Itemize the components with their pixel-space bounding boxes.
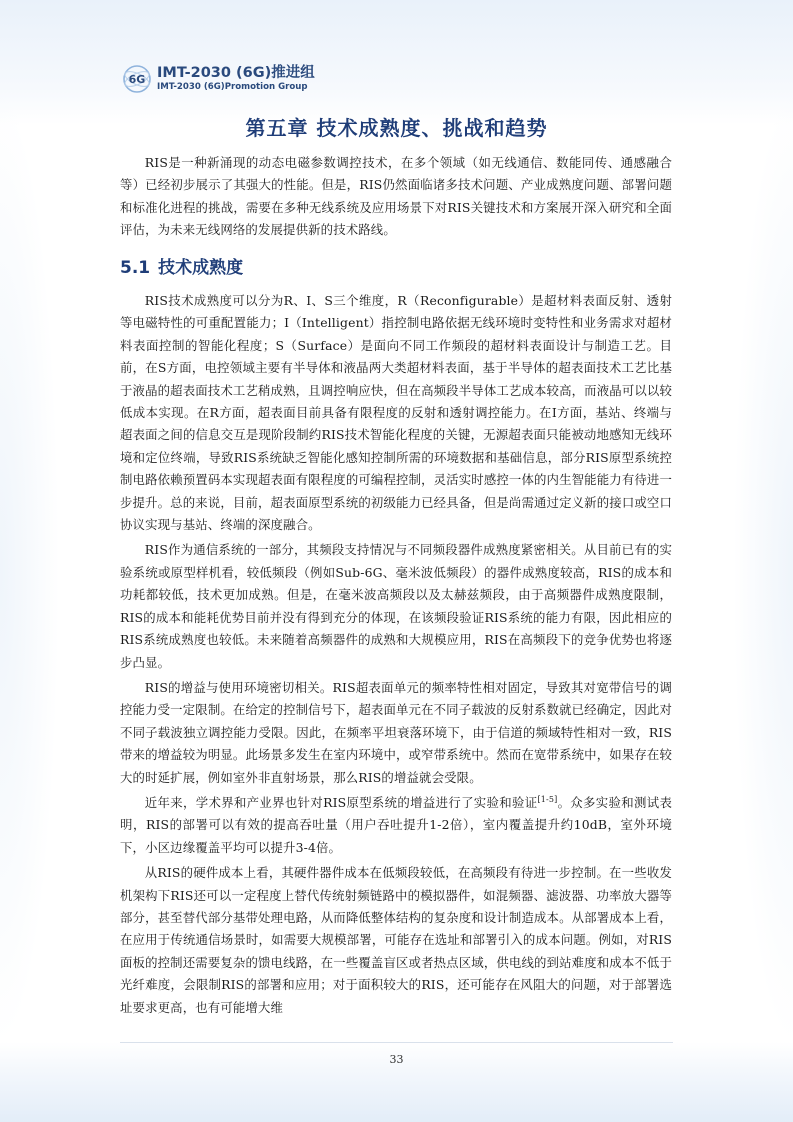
footer-divider bbox=[120, 1042, 673, 1043]
intro-paragraph: RIS是一种新涌现的动态电磁参数调控技术，在多个领域（如无线通信、数能同传、通感融合等）已经初步展示了其强大的性能。但是，RIS仍然面临诸多技术问题、产业成熟度问题、部署问题和标准化进程的挑战，需要在多种无线系统及应用场景下对RIS关键技术和方案展开深入研究和全面评估，为未来无线网络的发展提供新的技术路线。 bbox=[120, 155, 672, 238]
logo-text bbox=[157, 65, 315, 93]
6g-globe-logo-icon bbox=[122, 64, 152, 94]
section-body bbox=[120, 290, 672, 1022]
section-heading bbox=[120, 253, 243, 278]
body-paragraph: 从RIS的硬件成本上看，其硬件器件成本在低频段较低，在高频段有待进一步控制。在一些收发机架构下RIS还可以一定程度上替代传统射频链路中的模拟器件，如混频器、滤波器、功率放大器等部分，甚至替代部分基带处理电路，从而降低整体结构的复杂度和设计制造成本。从部署成本上看，在应用于传统通信场景时，如需要大规模部署，可能存在选址和部署引入的成本问题。例如，对RIS面板的控制还需要复杂的馈电线路，在一些覆盖盲区或者热点区域，供电线的到站难度和成本不低于光纤难度，会限制RIS的部署和应用；对于面积较大的RIS，还可能存在风阻大的问题，对于部署选址要求更高，也有可能增大维 bbox=[120, 865, 672, 1015]
logo-main-text: IMT-2030 (6G)推进组 bbox=[157, 65, 315, 81]
paragraph-text: 近年来，学术界和产业界也针对RIS原型系统的增益进行了实验和验证 bbox=[144, 794, 538, 810]
chapter-title: 第五章 技术成熟度、挑战和趋势 bbox=[245, 116, 548, 140]
body-paragraph: RIS的增益与使用环境密切相关。RIS超表面单元的频率特性相对固定，导致其对宽带信号的调控能力受一定限制。在给定的控制信号下，超表面单元在不同子载波的反射系数就已经确定，因此对不同子载波独立调控能力受限。因此，在频率平坦衰落环境下，由于信道的频域特性相对一致，RIS带来的增益较为明显。此场景多发生在室内环境中，或窄带系统中。然而在宽带系统中，如果存在较大的时延扩展，例如室外非直射场景，那么RIS的增益就会受限。 bbox=[120, 679, 672, 785]
logo-sub-text: IMT-2030 (6G)Promotion Group bbox=[157, 82, 308, 92]
body-paragraph: RIS技术成熟度可以分为R、I、S三个维度，R（Reconfigurable）是超材料表面反射、透射等电磁特性的可重配置能力；I（Intelligent）指控制电路依据无线环境时变特性和业务需求对超材料表面控制的智能化程度；S（Surface）是面向不同工作频段的超材料表面设计与制造工艺。目前，在S方面，电控领域主要有半导体和液晶两大类超材料表面，基于半导体的超表面技术工艺比基于液晶的超表面技术工艺稍成熟，且调控响应快，但在高频段半导体工艺成本较高，而液晶可以以较低成本实现。在R方面，超表面目前具备有限程度的反射和透射调控能力。在I方面，基站、终端与超表面之间的信息交互是现阶段制约RIS技术智能化程度的关键，无源超表面只能被动地感知无线环境和定位终端，导致RIS系统缺乏智能化感知控制所需的环境数据和基础信息，部分RIS原型系统控制电路依赖预置码本实现超表面有限程度的可编程控制，灵活实时感控一体的内生智能能力有待进一步提升。总的来说，目前，超表面原型系统的初级能力已经具备，但是尚需通过定义新的接口或空口协议实现与基站、终端的深度融合。 bbox=[120, 293, 672, 533]
header-band bbox=[0, 0, 793, 125]
logo-mark-text: 6G bbox=[128, 73, 146, 86]
citation-reference[interactable]: [1-5] bbox=[537, 794, 558, 804]
decorative-side-left bbox=[0, 90, 60, 1050]
body-paragraph: RIS作为通信系统的一部分，其频段支持情况与不同频段器件成熟度紧密相关。从目前已有的实验系统或原型样机看，较低频段（例如Sub-6G、毫米波低频段）的器件成熟度较高，RIS的成本和功耗都较低，技术更加成熟。但是，在毫米波高频段以及太赫兹频段，由于高频器件成熟度限制，RIS的成本和能耗优势目前并没有得到充分的体现，在该频段验证RIS系统的能力有限，因此相应的RIS系统成熟度也较低。未来随着高频器件的成熟和大规模应用，RIS在高频段下的竞争优势也将逐步凸显。 bbox=[120, 542, 672, 670]
section-title-text: 技术成熟度 bbox=[158, 258, 244, 278]
page-number: 33 bbox=[389, 1053, 404, 1066]
paragraph-text: 。众多实验和测试表明，RIS的部署可以有效的提高吞吐量（用户吞吐提升1-2倍），室内覆盖提升约10dB，室外环境下，小区边缘覆盖平均可以提升3-4倍。 bbox=[120, 794, 672, 855]
imt2030-logo bbox=[122, 62, 315, 96]
body-paragraph-citation bbox=[120, 792, 672, 859]
section-number: 5.1 bbox=[120, 258, 151, 278]
decorative-side-right bbox=[733, 90, 793, 1050]
chapter-intro bbox=[120, 152, 672, 245]
